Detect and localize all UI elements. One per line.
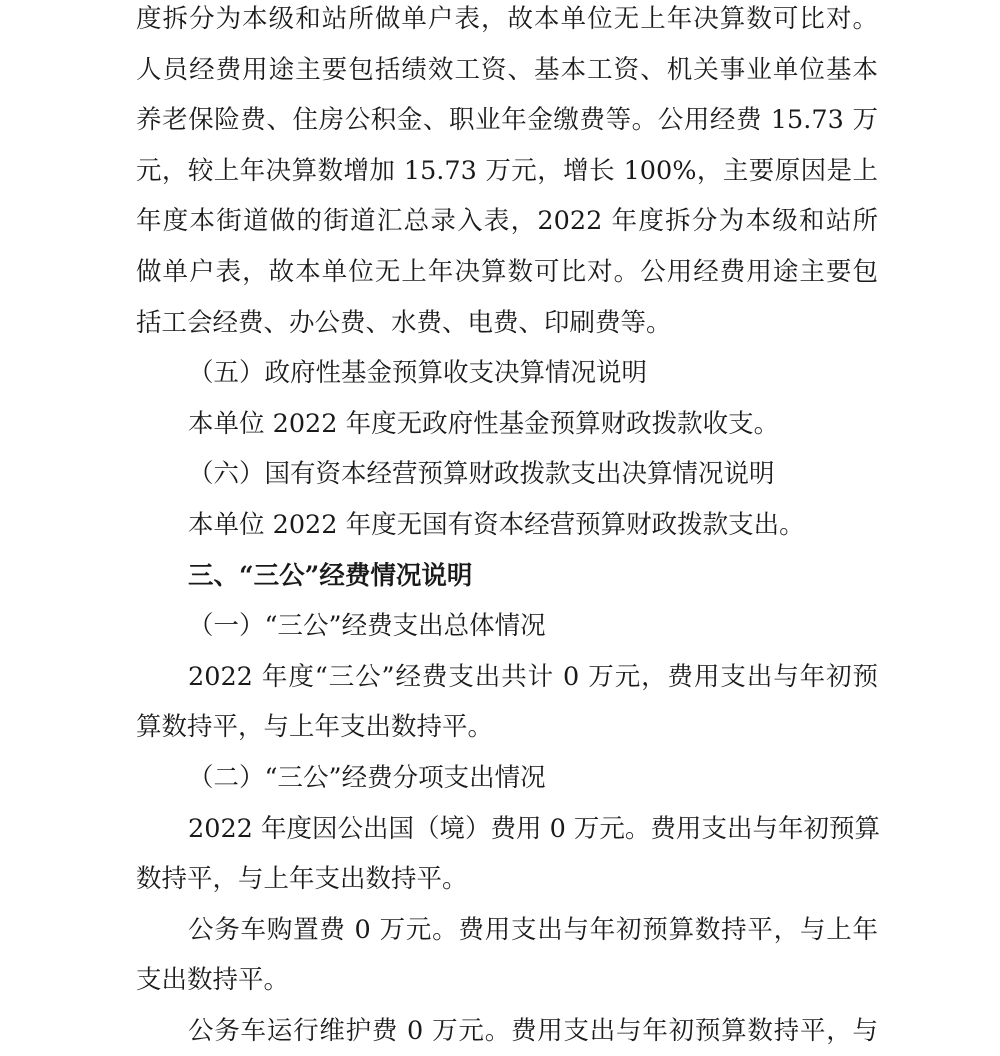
paragraph-line: 2022 年度因公出国（境）费用 0 万元。费用支出与年初预算 (188, 813, 880, 844)
paragraph-line: 算数持平，与上年支出数持平。 (136, 712, 494, 743)
paragraph-line: 养老保险费、住房公积金、职业年金缴费等。公用经费 15.73 万 (136, 105, 878, 136)
paragraph-line: 公务车运行维护费 0 万元。费用支出与年初预算数持平，与 (188, 1015, 878, 1046)
section-heading: （六）国有资本经营预算财政拨款支出决算情况说明 (188, 459, 775, 490)
paragraph-line: 人员经费用途主要包括绩效工资、基本工资、机关事业单位基本 (136, 54, 878, 85)
paragraph-line: 公务车购置费 0 万元。费用支出与年初预算数持平，与上年 (188, 914, 878, 945)
paragraph-line: 年度本街道做的街道汇总录入表，2022 年度拆分为本级和站所 (136, 206, 878, 237)
paragraph-line: 度拆分为本级和站所做单户表，故本单位无上年决算数可比对。 (136, 4, 878, 34)
paragraph-line: 支出数持平。 (136, 965, 290, 996)
paragraph-line: 括工会经费、办公费、水费、电费、印刷费等。 (136, 307, 672, 338)
paragraph-line: 本单位 2022 年度无政府性基金预算财政拨款收支。 (188, 408, 780, 439)
paragraph-line: 元，较上年决算数增加 15.73 万元，增长 100%，主要原因是上 (136, 155, 878, 186)
paragraph-line: 做单户表，故本单位无上年决算数可比对。公用经费用途主要包 (136, 256, 878, 287)
section-heading: （二）“三公”经费分项支出情况 (188, 762, 546, 793)
document-page (136, 0, 878, 1056)
section-heading: （一）“三公”经费支出总体情况 (188, 611, 546, 642)
paragraph-line: 2022 年度“三公”经费支出共计 0 万元，费用支出与年初预 (188, 661, 878, 692)
paragraph-line: 本单位 2022 年度无国有资本经营预算财政拨款支出。 (188, 509, 805, 540)
chapter-heading: 三、“三公”经费情况说明 (188, 560, 473, 591)
paragraph-line: 数持平，与上年支出数持平。 (136, 864, 468, 895)
section-heading: （五）政府性基金预算收支决算情况说明 (188, 358, 648, 389)
